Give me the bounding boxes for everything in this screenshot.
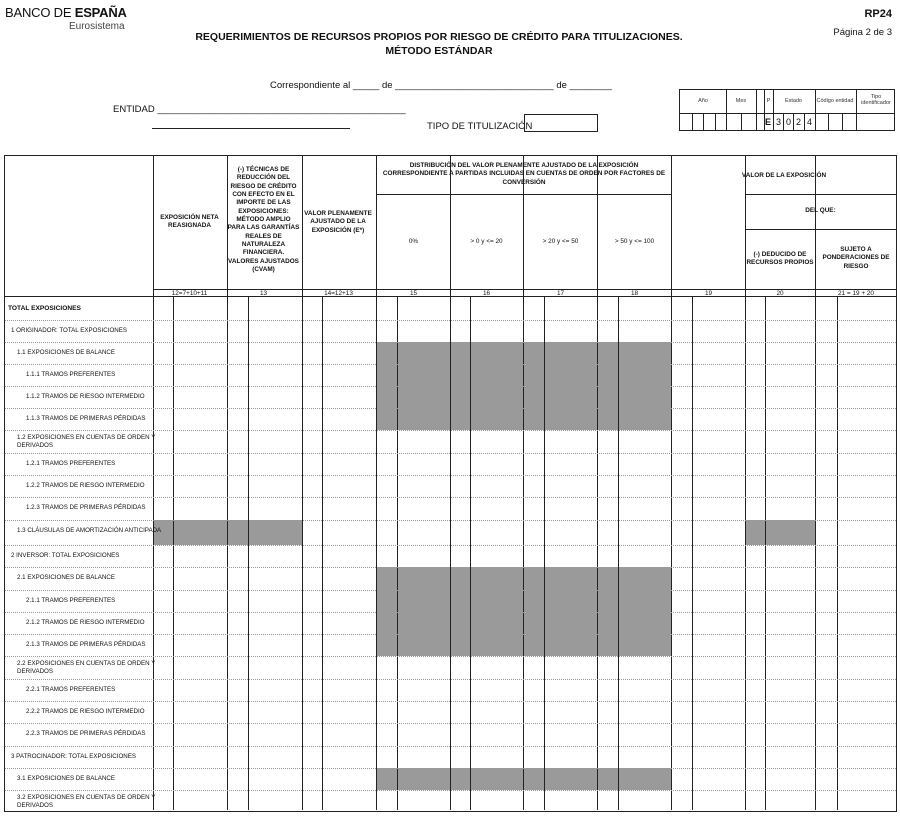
- row-label: 1.1.2 TRAMOS DE RIESGO INTERMEDIO: [26, 393, 145, 400]
- row-separator: [5, 364, 896, 365]
- header-rule: [745, 194, 896, 195]
- column-divider: [837, 296, 838, 810]
- col-number: 13: [259, 290, 268, 297]
- row-label: 1 ORIGINADOR: TOTAL EXPOSICIONES: [11, 327, 127, 334]
- header-distribucion: DISTRIBUCIÓN DEL VALOR PLENAMENTE AJUSTADO DE LA EXPOSICIÓN CORRESPONDIENTE A PARTIDAS INCLUIDAS EN CUENTAS DE ORDEN POR FACTORES DE CONVERSIÓN: [382, 162, 666, 186]
- row-separator: [5, 408, 896, 409]
- row-separator: [5, 430, 896, 431]
- entidad-line-2[interactable]: [152, 128, 350, 129]
- header-deducido: (-) DEDUCIDO DE RECURSOS PROPIOS: [746, 251, 814, 267]
- id-label-estado: Estado: [784, 98, 803, 104]
- row-separator: [5, 656, 896, 657]
- logo-text-bold: ESPAÑA: [74, 5, 127, 20]
- row-separator: [5, 320, 896, 321]
- row-label: 2.1.2 TRAMOS DE RIESGO INTERMEDIO: [26, 619, 145, 626]
- correspondiente-field[interactable]: Correspondiente al _____ de ______________________________ de ________: [270, 80, 612, 91]
- id-label-p: P: [766, 98, 771, 104]
- row-separator: [5, 590, 896, 591]
- row-label: 1.1.3 TRAMOS DE PRIMERAS PÉRDIDAS: [26, 415, 146, 422]
- row-label: 1.2.3 TRAMOS DE PRIMERAS PÉRDIDAS: [26, 504, 146, 511]
- row-separator: [5, 567, 896, 568]
- header-factor-3: > 50 y <= 100: [614, 238, 655, 245]
- tipo-titulizacion-label: TIPO DE TITULIZACIÓN: [427, 121, 533, 132]
- estado-char-5: 4: [807, 117, 813, 127]
- col-number: 19: [704, 290, 713, 297]
- col-number: 21 = 19 + 20: [838, 290, 874, 297]
- row-separator: [5, 497, 896, 498]
- form-code: RP24: [864, 8, 892, 20]
- page-indicator: Página 2 de 3: [833, 27, 892, 38]
- row-label: 1.1.1 TRAMOS PREFERENTES: [26, 371, 116, 378]
- id-label-codigo: Código entidad: [816, 98, 854, 104]
- column-border: [671, 156, 672, 810]
- column-border: [597, 156, 598, 810]
- row-label: 1.3 CLÁUSULAS DE AMORTIZACIÓN ANTICIPADA: [17, 527, 162, 534]
- column-border: [376, 156, 377, 810]
- row-separator: [5, 723, 896, 724]
- row-label: 1.2 EXPOSICIONES EN CUENTAS DE ORDEN Y DERIVADOS: [17, 434, 156, 449]
- row-label: 3 PATROCINADOR: TOTAL EXPOSICIONES: [11, 753, 137, 760]
- tipo-titulizacion-input[interactable]: [524, 114, 598, 132]
- row-separator: [5, 768, 896, 769]
- row-label: 2.1.1 TRAMOS PREFERENTES: [26, 597, 116, 604]
- column-divider: [397, 296, 398, 810]
- header-valor-plenamente: VALOR PLENAMENTE AJUSTADO DE LA EXPOSICIÓN (E*): [304, 210, 372, 234]
- row-label: 1.1 EXPOSICIONES DE BALANCE: [17, 349, 116, 356]
- header-valor-exposicion: VALOR DE LA EXPOSICIÓN: [741, 172, 827, 179]
- row-separator: [5, 746, 896, 747]
- shaded-cell: [377, 768, 671, 790]
- row-separator: [5, 634, 896, 635]
- estado-char-3: 0: [786, 117, 792, 127]
- col-number: 15: [409, 290, 418, 297]
- column-divider: [470, 296, 471, 810]
- row-separator: [5, 679, 896, 680]
- id-label-mes: Mes: [735, 98, 747, 104]
- header-exposicion-neta: EXPOSICIÓN NETA REASIGNADA: [160, 214, 219, 230]
- row-label: 1.2.2 TRAMOS DE RIESGO INTERMEDIO: [26, 482, 145, 489]
- column-divider: [544, 296, 545, 810]
- id-label-tipo: Tipo identificador: [861, 94, 891, 106]
- column-divider: [322, 296, 323, 810]
- entidad-field[interactable]: ENTIDAD _______________________________________________: [113, 104, 406, 115]
- column-divider: [692, 296, 693, 810]
- row-separator: [5, 790, 896, 791]
- header-del-que: DEL QUE:: [805, 207, 836, 214]
- col-number: 12=7+10+11: [171, 290, 208, 297]
- logo-text: BANCO DE: [5, 5, 75, 20]
- exposures-table: [4, 155, 897, 812]
- row-label: 3.2 EXPOSICIONES EN CUENTAS DE ORDEN Y DERIVADOS: [17, 794, 156, 809]
- row-separator: [5, 612, 896, 613]
- row-label: 2.2 EXPOSICIONES EN CUENTAS DE ORDEN Y DERIVADOS: [17, 660, 156, 675]
- col-number: 14=12+13: [324, 290, 353, 297]
- row-label: 2.1.3 TRAMOS DE PRIMERAS PÉRDIDAS: [26, 641, 146, 648]
- row-separator: [5, 520, 896, 521]
- row-label: 3.1 EXPOSICIONES DE BALANCE: [17, 775, 116, 782]
- row-label: 2.2.2 TRAMOS DE RIESGO INTERMEDIO: [26, 708, 145, 715]
- col-number: 16: [482, 290, 491, 297]
- page-title: REQUERIMIENTOS DE RECURSOS PROPIOS POR RIESGO DE CRÉDITO PARA TITULIZACIONES.: [195, 31, 683, 43]
- column-divider: [765, 296, 766, 810]
- identification-box: [679, 89, 895, 131]
- estado-char-1: E: [765, 117, 772, 127]
- row-separator: [5, 545, 896, 546]
- row-label: 2.2.3 TRAMOS DE PRIMERAS PÉRDIDAS: [26, 730, 146, 737]
- column-divider: [618, 296, 619, 810]
- header-factor-1: > 0 y <= 20: [470, 238, 503, 245]
- page-subtitle: MÉTODO ESTÁNDAR: [385, 45, 493, 57]
- shaded-cell: [746, 520, 815, 545]
- header-sujeto: SUJETO A PONDERACIONES DE RIESGO: [822, 246, 890, 270]
- header-factor-0: 0%: [408, 238, 419, 245]
- row-separator: [5, 342, 896, 343]
- column-border: [450, 156, 451, 810]
- row-separator: [5, 475, 896, 476]
- row-separator: [5, 386, 896, 387]
- row-separator: [5, 453, 896, 454]
- estado-char-4: 2: [796, 117, 802, 127]
- row-label: 2 INVERSOR: TOTAL EXPOSICIONES: [11, 552, 120, 559]
- header-factor-2: > 20 y <= 50: [542, 238, 579, 245]
- column-border: [302, 156, 303, 810]
- column-divider: [248, 296, 249, 810]
- row-label: TOTAL EXPOSICIONES: [8, 305, 81, 312]
- column-border: [523, 156, 524, 810]
- header-tecnicas-reduccion: (-) TÉCNICAS DE REDUCCIÓN DEL RIESGO DE CRÉDITO CON EFECTO EN EL IMPORTE DE LAS EXPOSICIONES: MÉTODO AMPLIO PARA LAS GARANTÍAS REALES DE NATURALEZA FINANCIERA. VALORES AJUSTADOS (CVAM): [227, 166, 300, 273]
- bank-logo: [5, 5, 127, 20]
- logo-subtitle: Eurosistema: [69, 21, 125, 32]
- id-label-ano: Año: [698, 98, 708, 104]
- row-label: 2.1 EXPOSICIONES DE BALANCE: [17, 574, 116, 581]
- row-separator: [5, 701, 896, 702]
- col-number: 18: [630, 290, 639, 297]
- header-rule: [745, 229, 896, 230]
- col-number: 20: [776, 290, 784, 297]
- header-rule: [376, 194, 671, 195]
- row-label: 1.2.1 TRAMOS PREFERENTES: [26, 460, 116, 467]
- col-number: 17: [556, 290, 565, 297]
- estado-char-2: 3: [776, 117, 782, 127]
- row-label: 2.2.1 TRAMOS PREFERENTES: [26, 686, 116, 693]
